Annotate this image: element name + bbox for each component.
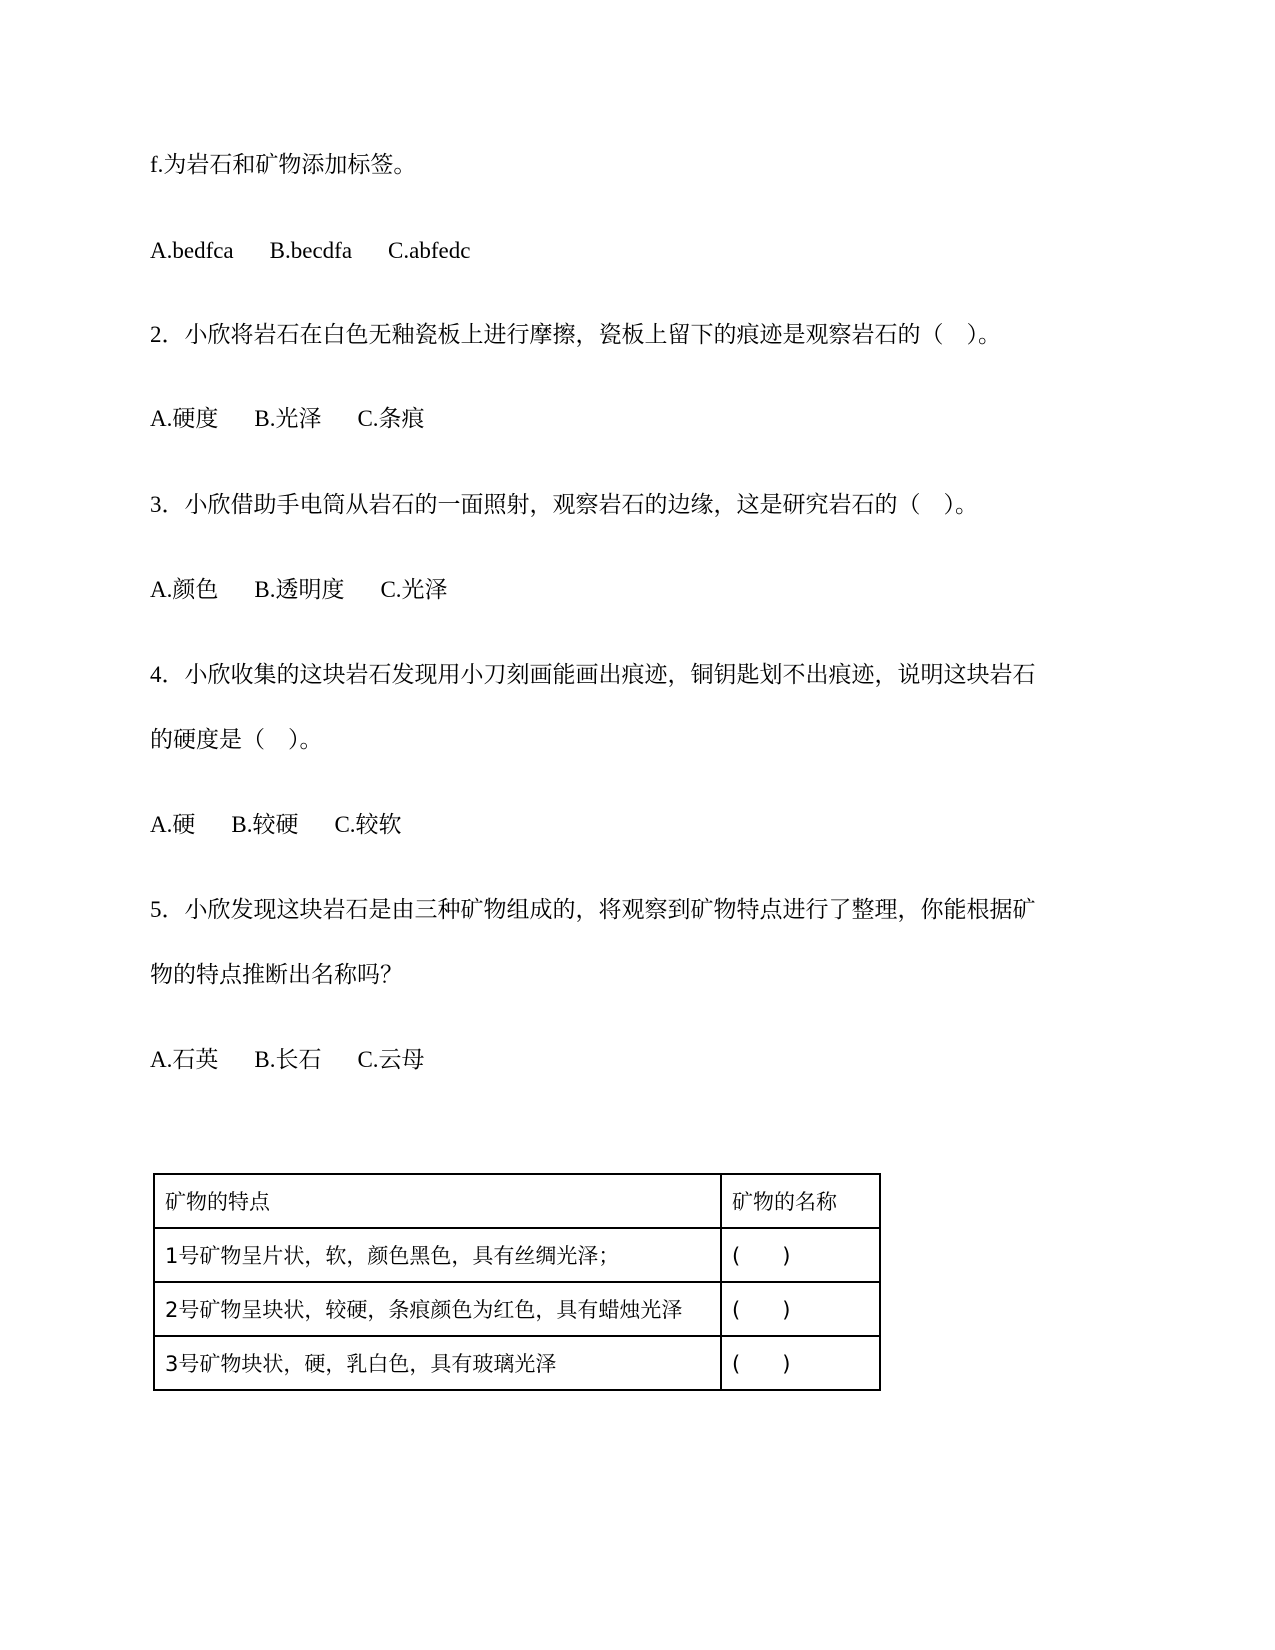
q4-option-c: C.较软 xyxy=(334,812,402,837)
q1-option-c: C.abfedc xyxy=(388,238,471,263)
question-5-line-1: 5．小欣发现这块岩石是由三种矿物组成的，将观察到矿物特点进行了整理，你能根据矿 xyxy=(150,897,1036,922)
header-features: 矿物的特点 xyxy=(154,1174,721,1228)
q3-option-c: C.光泽 xyxy=(380,577,448,602)
q5-option-a: A.石英 xyxy=(150,1047,219,1072)
q1-option-b: B.becdfa xyxy=(269,238,353,263)
question-4-line-1: 4．小欣收集的这块岩石发现用小刀刻画能画出痕迹，铜钥匙划不出痕迹，说明这块岩石 xyxy=(150,662,1036,687)
header-name: 矿物的名称 xyxy=(721,1174,880,1228)
question-5-line-2: 物的特点推断出名称吗？ xyxy=(150,962,403,987)
mineral-1-features: 1号矿物呈片状，软，颜色黑色，具有丝绸光泽； xyxy=(154,1228,721,1282)
q3-option-b: B.透明度 xyxy=(254,577,345,602)
q2-option-b: B.光泽 xyxy=(254,406,322,431)
q3-option-a: A.颜色 xyxy=(150,577,219,602)
q4-option-b: B.较硬 xyxy=(231,812,299,837)
q5-options xyxy=(150,1045,425,1075)
table-row xyxy=(154,1336,880,1390)
q1-options xyxy=(150,236,470,266)
q2-option-a: A.硬度 xyxy=(150,406,219,431)
mineral-1-answer[interactable]: ( ) xyxy=(721,1228,880,1282)
table-row xyxy=(154,1282,880,1336)
f-item-text: f.为岩石和矿物添加标签。 xyxy=(150,152,417,177)
mineral-3-answer[interactable]: ( ) xyxy=(721,1336,880,1390)
question-3: 3．小欣借助手电筒从岩石的一面照射，观察岩石的边缘，这是研究岩石的（ ）。 xyxy=(150,492,978,517)
mineral-2-features: 2号矿物呈块状，较硬，条痕颜色为红色，具有蜡烛光泽 xyxy=(154,1282,721,1336)
q2-option-c: C.条痕 xyxy=(357,406,425,431)
q4-option-a: A.硬 xyxy=(150,812,196,837)
table-row xyxy=(154,1228,880,1282)
question-4-line-2: 的硬度是（ ）。 xyxy=(150,727,323,752)
mineral-table xyxy=(153,1173,881,1391)
q5-option-c: C.云母 xyxy=(357,1047,425,1072)
table-header-row xyxy=(154,1174,880,1228)
q3-options xyxy=(150,575,448,605)
q2-options xyxy=(150,404,425,434)
question-2: 2．小欣将岩石在白色无釉瓷板上进行摩擦，瓷板上留下的痕迹是观察岩石的（ ）。 xyxy=(150,322,1001,347)
q1-option-a: A.bedfca xyxy=(150,238,234,263)
q5-option-b: B.长石 xyxy=(254,1047,322,1072)
mineral-3-features: 3号矿物块状，硬，乳白色，具有玻璃光泽 xyxy=(154,1336,721,1390)
q4-options xyxy=(150,810,402,840)
mineral-2-answer[interactable]: ( ) xyxy=(721,1282,880,1336)
